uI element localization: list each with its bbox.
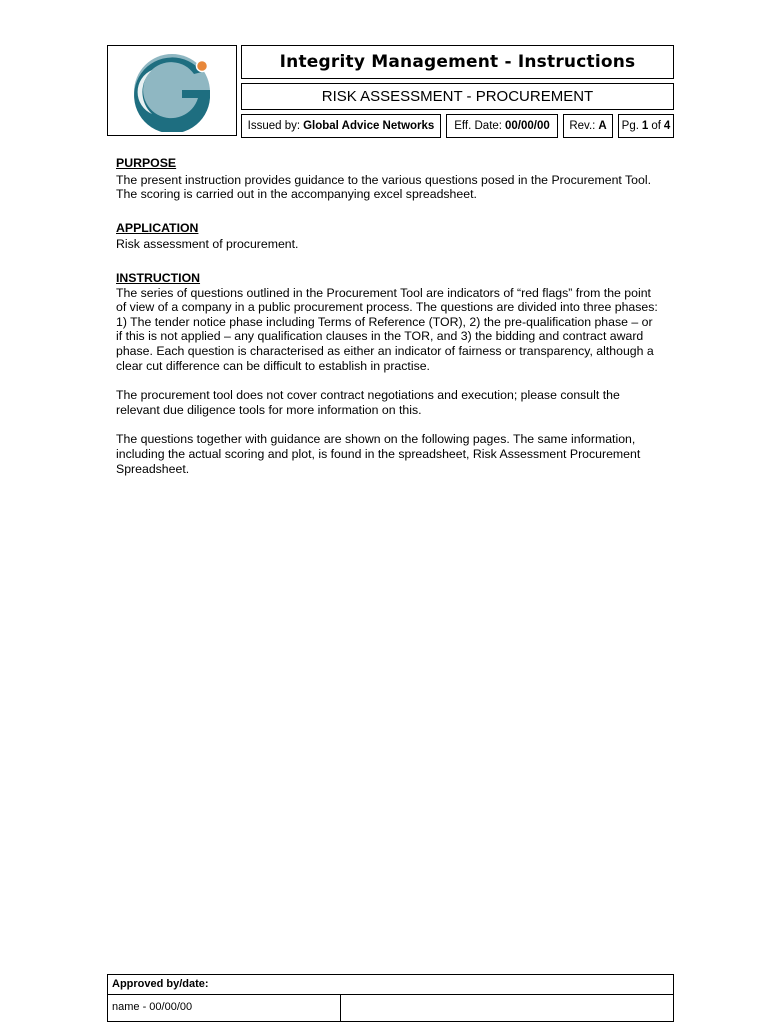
issued-by-value: Global Advice Networks	[303, 120, 435, 132]
approval-table	[107, 974, 674, 1022]
instruction-paragraph: The series of questions outlined in the Procurement Tool are indicators of “red flags” from the point of view of a company in a public procurement process. The questions are divided into three phases: 1) The tender notice phase including Terms of Reference (TOR), 2) the pre-qualification phase – or if this is not applied – any qualification clauses in the TOR, and 3) the bidding and contract award phase. Each question is characterised as either an indicator of fairness or transparency, although a clear cut difference can be difficult to establish in practise.	[116, 285, 658, 373]
purpose-heading: PURPOSE	[116, 156, 177, 170]
revision-label: Rev.:	[569, 120, 596, 132]
page-total: 4	[663, 120, 671, 132]
instruction-paragraph: The questions together with guidance are shown on the following pages. The same information, including the actual scoring and plot, is found in the spreadsheet, Risk Assessment Procurement Spreadsheet.	[116, 432, 641, 476]
approved-by-label: Approved by/date:	[108, 975, 673, 995]
page-current: 1	[641, 120, 649, 132]
instruction-paragraph: The procurement tool does not cover contract negotiations and execution; please consult the relevant due diligence tools for more information on this.	[116, 388, 620, 417]
page-label: Pg.	[621, 120, 639, 132]
purpose-text: The present instruction provides guidance to the various questions posed in the Procurement Tool. The scoring is carried out in the accompanying excel spreadsheet.	[116, 172, 652, 202]
page-number-cell	[618, 114, 674, 138]
issued-by-cell	[241, 114, 441, 138]
effective-date-cell	[446, 114, 558, 138]
application-heading: APPLICATION	[116, 220, 199, 235]
revision-value: A	[598, 120, 607, 132]
instruction-heading: INSTRUCTION	[116, 270, 201, 285]
application-text: Risk assessment of procurement.	[116, 237, 299, 252]
approver-name-date: name - 00/00/00	[108, 995, 341, 1021]
logo-box	[107, 45, 237, 136]
effective-date-label: Eff. Date:	[454, 120, 502, 132]
document-title: Integrity Management - Instructions	[241, 45, 674, 79]
page-of: of	[651, 120, 661, 132]
company-g-logo-icon	[122, 50, 222, 132]
issued-by-label: Issued by:	[247, 120, 301, 132]
document-subtitle: RISK ASSESSMENT - PROCUREMENT	[241, 83, 674, 110]
approval-signature-cell	[341, 995, 673, 1021]
effective-date-value: 00/00/00	[504, 120, 550, 132]
document-body	[116, 156, 661, 476]
revision-cell	[563, 114, 613, 138]
